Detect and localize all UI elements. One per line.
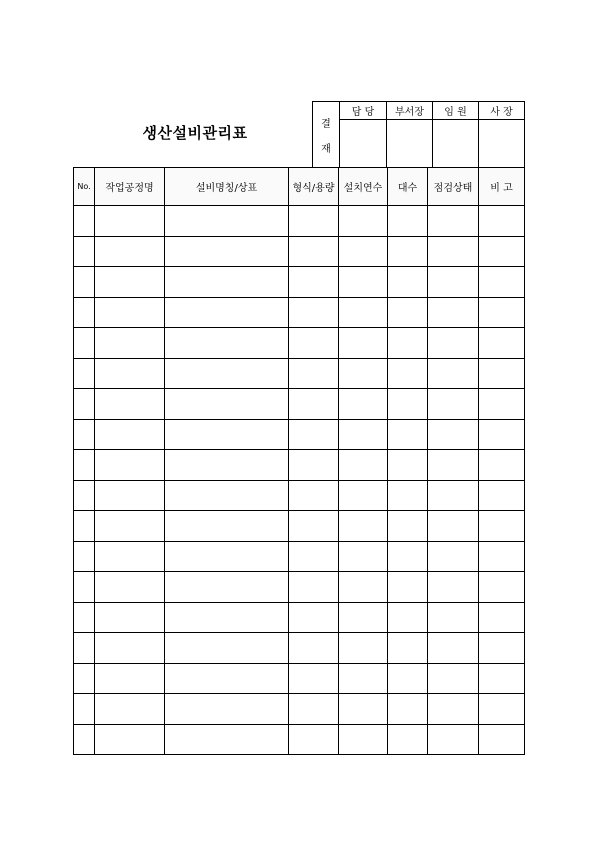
table-row — [74, 694, 525, 725]
cell-type-capacity[interactable] — [289, 206, 339, 237]
cell-remarks[interactable] — [479, 389, 525, 420]
cell-remarks[interactable] — [479, 358, 525, 389]
cell-install-years[interactable] — [339, 389, 388, 420]
approval-label-top: 결 — [321, 119, 331, 130]
cell-install-years[interactable] — [339, 297, 388, 328]
cell-quantity[interactable] — [388, 236, 428, 267]
table-row — [74, 389, 525, 420]
cell-quantity[interactable] — [388, 572, 428, 603]
cell-inspection-status[interactable] — [428, 724, 479, 755]
cell-no[interactable] — [74, 236, 95, 267]
cell-equipment-name[interactable] — [165, 267, 289, 298]
cell-remarks[interactable] — [479, 694, 525, 725]
cell-remarks[interactable] — [479, 724, 525, 755]
header-process-name: 작업공정명 — [95, 168, 165, 206]
cell-inspection-status[interactable] — [428, 633, 479, 664]
approval-role-president: 사 장 — [479, 102, 525, 120]
cell-type-capacity[interactable] — [289, 267, 339, 298]
header-inspection-status: 점검상태 — [428, 168, 479, 206]
cell-equipment-name[interactable] — [165, 236, 289, 267]
signature-box-executive[interactable] — [433, 120, 479, 169]
table-row — [74, 541, 525, 572]
cell-process-name[interactable] — [95, 572, 165, 603]
cell-inspection-status[interactable] — [428, 267, 479, 298]
header-type-capacity: 형식/용량 — [289, 168, 339, 206]
cell-remarks[interactable] — [479, 572, 525, 603]
cell-inspection-status[interactable] — [428, 694, 479, 725]
cell-type-capacity[interactable] — [289, 633, 339, 664]
cell-inspection-status[interactable] — [428, 236, 479, 267]
table-row — [74, 663, 525, 694]
cell-process-name[interactable] — [95, 663, 165, 694]
cell-remarks[interactable] — [479, 633, 525, 664]
cell-process-name[interactable] — [95, 450, 165, 481]
cell-quantity[interactable] — [388, 602, 428, 633]
table-row — [74, 572, 525, 603]
cell-no[interactable] — [74, 267, 95, 298]
cell-install-years[interactable] — [339, 633, 388, 664]
signature-box-manager[interactable] — [387, 120, 433, 169]
cell-inspection-status[interactable] — [428, 450, 479, 481]
cell-equipment-name[interactable] — [165, 633, 289, 664]
cell-no[interactable] — [74, 694, 95, 725]
cell-quantity[interactable] — [388, 480, 428, 511]
cell-install-years[interactable] — [339, 206, 388, 237]
cell-type-capacity[interactable] — [289, 450, 339, 481]
header-install-years: 설치연수 — [339, 168, 388, 206]
header-equipment-name: 설비명칭/상표 — [165, 168, 289, 206]
cell-equipment-name[interactable] — [165, 358, 289, 389]
cell-no[interactable] — [74, 724, 95, 755]
cell-no[interactable] — [74, 480, 95, 511]
cell-no[interactable] — [74, 328, 95, 359]
table-row — [74, 328, 525, 359]
cell-remarks[interactable] — [479, 541, 525, 572]
cell-no[interactable] — [74, 602, 95, 633]
cell-no[interactable] — [74, 297, 95, 328]
cell-type-capacity[interactable] — [289, 663, 339, 694]
cell-type-capacity[interactable] — [289, 541, 339, 572]
cell-process-name[interactable] — [95, 602, 165, 633]
table-row — [74, 297, 525, 328]
cell-remarks[interactable] — [479, 450, 525, 481]
cell-equipment-name[interactable] — [165, 724, 289, 755]
cell-process-name[interactable] — [95, 511, 165, 542]
cell-no[interactable] — [74, 206, 95, 237]
cell-type-capacity[interactable] — [289, 511, 339, 542]
cell-no[interactable] — [74, 358, 95, 389]
cell-remarks[interactable] — [479, 419, 525, 450]
approval-role-manager: 부서장 — [387, 102, 433, 120]
table-row — [74, 450, 525, 481]
cell-no[interactable] — [74, 633, 95, 664]
cell-install-years[interactable] — [339, 267, 388, 298]
table-row — [74, 511, 525, 542]
cell-equipment-name[interactable] — [165, 663, 289, 694]
cell-install-years[interactable] — [339, 572, 388, 603]
cell-no[interactable] — [74, 572, 95, 603]
cell-inspection-status[interactable] — [428, 297, 479, 328]
cell-inspection-status[interactable] — [428, 541, 479, 572]
cell-equipment-name[interactable] — [165, 602, 289, 633]
cell-remarks[interactable] — [479, 206, 525, 237]
cell-remarks[interactable] — [479, 663, 525, 694]
cell-equipment-name[interactable] — [165, 511, 289, 542]
table-row — [74, 236, 525, 267]
table-row — [74, 267, 525, 298]
cell-process-name[interactable] — [95, 419, 165, 450]
cell-process-name[interactable] — [95, 267, 165, 298]
cell-inspection-status[interactable] — [428, 358, 479, 389]
cell-type-capacity[interactable] — [289, 297, 339, 328]
cell-no[interactable] — [74, 541, 95, 572]
cell-equipment-name[interactable] — [165, 419, 289, 450]
cell-install-years[interactable] — [339, 480, 388, 511]
cell-type-capacity[interactable] — [289, 328, 339, 359]
cell-quantity[interactable] — [388, 389, 428, 420]
cell-equipment-name[interactable] — [165, 389, 289, 420]
cell-install-years[interactable] — [339, 694, 388, 725]
approval-role-staff: 담 당 — [340, 102, 387, 120]
cell-process-name[interactable] — [95, 694, 165, 725]
cell-process-name[interactable] — [95, 297, 165, 328]
cell-process-name[interactable] — [95, 541, 165, 572]
cell-equipment-name[interactable] — [165, 297, 289, 328]
header-quantity: 대수 — [388, 168, 428, 206]
cell-install-years[interactable] — [339, 602, 388, 633]
cell-equipment-name[interactable] — [165, 541, 289, 572]
cell-inspection-status[interactable] — [428, 602, 479, 633]
cell-inspection-status[interactable] — [428, 206, 479, 237]
cell-no[interactable] — [74, 511, 95, 542]
cell-no[interactable] — [74, 419, 95, 450]
cell-process-name[interactable] — [95, 633, 165, 664]
cell-quantity[interactable] — [388, 541, 428, 572]
header-remarks: 비 고 — [479, 168, 525, 206]
cell-quantity[interactable] — [388, 206, 428, 237]
cell-type-capacity[interactable] — [289, 389, 339, 420]
cell-quantity[interactable] — [388, 724, 428, 755]
cell-install-years[interactable] — [339, 450, 388, 481]
cell-quantity[interactable] — [388, 511, 428, 542]
cell-equipment-name[interactable] — [165, 694, 289, 725]
cell-remarks[interactable] — [479, 267, 525, 298]
table-row — [74, 419, 525, 450]
cell-process-name[interactable] — [95, 724, 165, 755]
cell-remarks[interactable] — [479, 297, 525, 328]
table-row — [74, 480, 525, 511]
cell-type-capacity[interactable] — [289, 358, 339, 389]
equipment-table — [73, 167, 525, 755]
cell-inspection-status[interactable] — [428, 511, 479, 542]
cell-equipment-name[interactable] — [165, 206, 289, 237]
table-row — [74, 206, 525, 237]
cell-inspection-status[interactable] — [428, 480, 479, 511]
cell-no[interactable] — [74, 450, 95, 481]
cell-inspection-status[interactable] — [428, 572, 479, 603]
cell-quantity[interactable] — [388, 633, 428, 664]
cell-remarks[interactable] — [479, 480, 525, 511]
cell-no[interactable] — [74, 389, 95, 420]
cell-remarks[interactable] — [479, 328, 525, 359]
cell-install-years[interactable] — [339, 358, 388, 389]
cell-install-years[interactable] — [339, 419, 388, 450]
cell-install-years[interactable] — [339, 236, 388, 267]
cell-type-capacity[interactable] — [289, 694, 339, 725]
cell-install-years[interactable] — [339, 328, 388, 359]
cell-quantity[interactable] — [388, 419, 428, 450]
cell-inspection-status[interactable] — [428, 389, 479, 420]
cell-equipment-name[interactable] — [165, 328, 289, 359]
cell-remarks[interactable] — [479, 511, 525, 542]
cell-process-name[interactable] — [95, 358, 165, 389]
table-row — [74, 602, 525, 633]
cell-process-name[interactable] — [95, 236, 165, 267]
cell-inspection-status[interactable] — [428, 419, 479, 450]
table-header-row — [74, 168, 525, 206]
approval-box — [312, 101, 525, 169]
cell-quantity[interactable] — [388, 328, 428, 359]
document-title: 생산설비관리표 — [142, 124, 248, 142]
cell-install-years[interactable] — [339, 511, 388, 542]
cell-quantity[interactable] — [388, 358, 428, 389]
cell-type-capacity[interactable] — [289, 419, 339, 450]
table-row — [74, 724, 525, 755]
approval-label-bottom: 재 — [321, 144, 331, 155]
cell-install-years[interactable] — [339, 541, 388, 572]
cell-type-capacity[interactable] — [289, 602, 339, 633]
cell-process-name[interactable] — [95, 328, 165, 359]
header-no: No. — [74, 168, 95, 206]
cell-quantity[interactable] — [388, 694, 428, 725]
cell-type-capacity[interactable] — [289, 236, 339, 267]
cell-quantity[interactable] — [388, 663, 428, 694]
cell-equipment-name[interactable] — [165, 572, 289, 603]
cell-no[interactable] — [74, 663, 95, 694]
cell-inspection-status[interactable] — [428, 663, 479, 694]
cell-install-years[interactable] — [339, 724, 388, 755]
cell-quantity[interactable] — [388, 297, 428, 328]
approval-role-executive: 임 원 — [433, 102, 479, 120]
cell-equipment-name[interactable] — [165, 480, 289, 511]
table-row — [74, 358, 525, 389]
signature-box-president[interactable] — [479, 120, 525, 169]
cell-process-name[interactable] — [95, 480, 165, 511]
cell-type-capacity[interactable] — [289, 572, 339, 603]
cell-install-years[interactable] — [339, 663, 388, 694]
cell-process-name[interactable] — [95, 206, 165, 237]
cell-type-capacity[interactable] — [289, 724, 339, 755]
cell-process-name[interactable] — [95, 389, 165, 420]
cell-remarks[interactable] — [479, 602, 525, 633]
approval-label — [313, 102, 340, 169]
cell-quantity[interactable] — [388, 267, 428, 298]
cell-equipment-name[interactable] — [165, 450, 289, 481]
cell-inspection-status[interactable] — [428, 328, 479, 359]
cell-type-capacity[interactable] — [289, 480, 339, 511]
cell-remarks[interactable] — [479, 236, 525, 267]
signature-box-staff[interactable] — [340, 120, 387, 169]
cell-quantity[interactable] — [388, 450, 428, 481]
table-row — [74, 633, 525, 664]
